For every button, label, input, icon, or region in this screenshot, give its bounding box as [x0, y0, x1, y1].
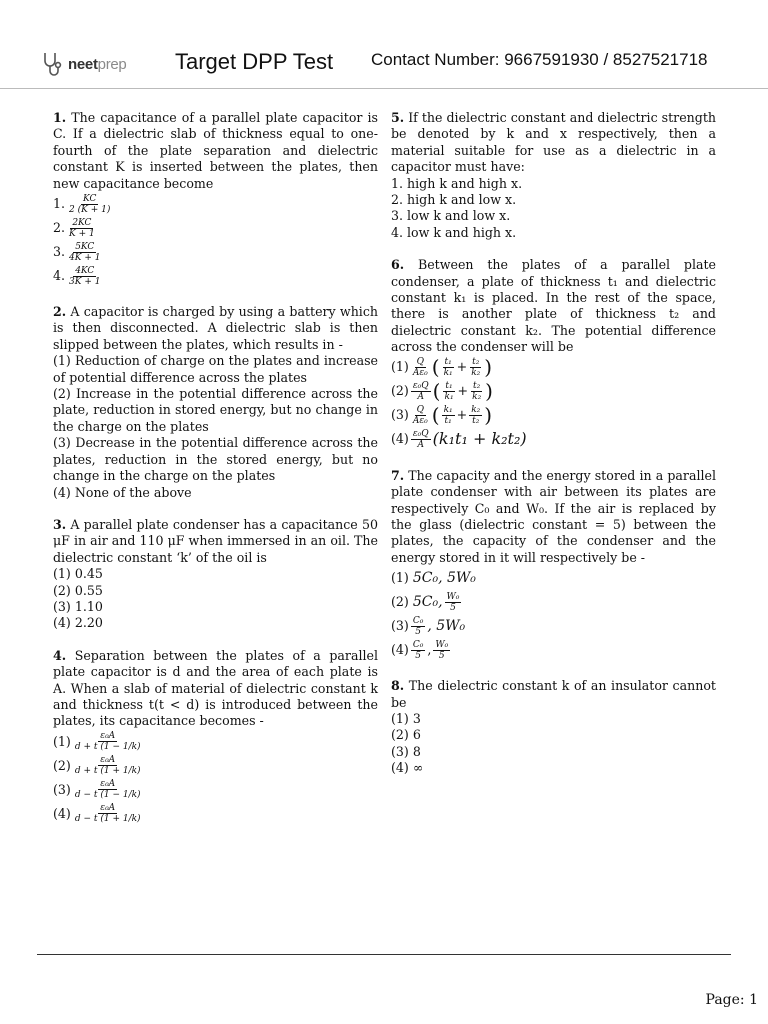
q6-option-3: (3) $\frac{Q}{\text{Aε₀}}$ ( $\frac{\text{k₁}}{\text{t₁}}$ + $\frac{\text{k₂}}{\text{t₂}}$ ) [391, 403, 493, 428]
neetprep-logo [40, 50, 126, 78]
q3-option-1: (1) 0.45 [53, 566, 103, 582]
page-number: Page: 1 [705, 992, 758, 1008]
q2-option-4: (4) None of the above [53, 484, 192, 500]
q1-option-3: 3. $\frac{5KC}{4K + 1}$ [53, 241, 101, 263]
q4-option-4: (4) $\frac{\text{ε₀A}}{d - t (1 + 1/k)}$ [53, 803, 141, 825]
stethoscope-icon [40, 50, 64, 78]
q4-option-2: (2) $\frac{\text{ε₀A}}{d + t (1 + 1/k)}$ [53, 755, 141, 777]
q2-option-3: (3) Decrease in the potential difference across the plates, reduction in the stored energy, but no change in the charge on the plates [53, 435, 378, 484]
page-title: Target DPP Test [175, 49, 334, 74]
footer-divider [37, 954, 731, 955]
question-5: 5. If the dielectric constant and dielectric strength be denoted by k and x respectively, then a material suitable for use as a dielectric in a capacitor must have: [391, 110, 716, 175]
q6-option-4: (4) $\frac{\text{ε₀Q}}{A}$ (k₁t₁ + k₂t₂) [391, 429, 527, 451]
header-divider [0, 88, 768, 89]
left-column [53, 110, 378, 826]
question-3: 3. A parallel plate condenser has a capacitance 50 μF in air and 110 μF when immersed in an oil. The dielectric constant ‘k’ of the oil is [53, 516, 378, 565]
q2-option-2: (2) Increase in the potential difference across the plate, reduction in stored energy, but no change in the charge on the plates [53, 386, 378, 434]
q7-option-3: (3) $\frac{\text{C₀}}{5}$ , 5W₀ [391, 615, 466, 637]
q7-option-2: (2) 5C₀, $\frac{\text{W₀}}{5}$ [391, 591, 460, 613]
question-7: 7. The capacity and the energy stored in a parallel plate condenser with air between its plates are respectively C₀ and W₀. If the air is replaced by the glass (dielectric constant = 5) between the plates, the capacity of the condenser and the energy stored in it will respectively be - [391, 467, 716, 565]
q7-option-4: (4) $\frac{\text{C₀}}{5}$ , $\frac{\text{W₀}}{5}$ [391, 639, 449, 661]
q8-option-4: (4) ∞ [391, 760, 424, 776]
q3-option-2: (2) 0.55 [53, 582, 103, 598]
q5-option-2: 2. high k and low x. [391, 192, 517, 208]
q8-option-1: (1) 3 [391, 710, 421, 726]
right-column [391, 110, 716, 777]
logo-text-neet: neet [68, 55, 98, 73]
q4-option-3: (3) $\frac{\text{ε₀A}}{d - t (1 - 1/k)}$ [53, 779, 141, 801]
q8-option-2: (2) 6 [391, 727, 421, 743]
q7-option-1: (1) 5C₀, 5W₀ [391, 569, 476, 586]
question-4: 4. Separation between the plates of a parallel plate capacitor is d and the area of each plate is A. When a slab of material of dielectric constant k and thickness t(t < d) is introduced between the plates, its capacitance becomes - [53, 647, 378, 729]
q3-option-3: (3) 1.10 [53, 598, 103, 614]
q5-option-1: 1. high k and high x. [391, 175, 523, 191]
q1-option-1: 1. $\frac{KC}{2 (K + 1)}$ [53, 193, 111, 215]
question-6: 6. Between the plates of a parallel plate condenser, a plate of thickness t₁ and dielectric constant k₁ is placed. In the rest of the space, there is another plate of thickness t₂ and dielectric constant k₂. The potential difference across the condenser will be [391, 257, 716, 355]
q3-option-4: (4) 2.20 [53, 615, 103, 631]
q1-option-2: 2. $\frac{2KC}{K + 1}$ [53, 217, 95, 239]
question-1: 1. The capacitance of a parallel plate capacitor is C. If a dielectric slab of thickness equal to one-fourth of the plate separation and dielectric constant K is inserted between the plates, then new capacitance become [53, 110, 378, 191]
logo-text-prep: prep [97, 55, 127, 73]
q1-option-4: 4. $\frac{4KC}{3K + 1}$ [53, 265, 101, 287]
page-header [0, 0, 768, 90]
q6-option-1: (1) $\frac{Q}{\text{Aε₀}}$ ( $\frac{\text{t₁}}{\text{k₁}}$ + $\frac{\text{t₂}}{\text{k₂}}$ ) [391, 355, 493, 380]
q8-option-3: (3) 8 [391, 743, 421, 759]
q4-option-1: (1) $\frac{\text{ε₀A}}{d + t (1 - 1/k)}$ [53, 731, 141, 753]
question-2: 2. A capacitor is charged by using a battery which is then disconnected. A dielectric slab is then slipped between the plates, which results in - [53, 304, 378, 352]
q6-option-2: (2) $\frac{\text{ε₀Q}}{A}$ ( $\frac{\text{t₁}}{\text{k₁}}$ + $\frac{\text{t₂}}{\text{k₂}}$ ) [391, 379, 493, 404]
question-8: 8. The dielectric constant k of an insulator cannot be [391, 678, 716, 710]
q5-option-4: 4. low k and high x. [391, 224, 517, 240]
q5-option-3: 3. low k and low x. [391, 208, 511, 224]
q2-option-1: (1) Reduction of charge on the plates and increase of potential difference across the plates [53, 353, 378, 385]
contact-number: Contact Number: 9667591930 / 8527521718 [371, 50, 708, 69]
